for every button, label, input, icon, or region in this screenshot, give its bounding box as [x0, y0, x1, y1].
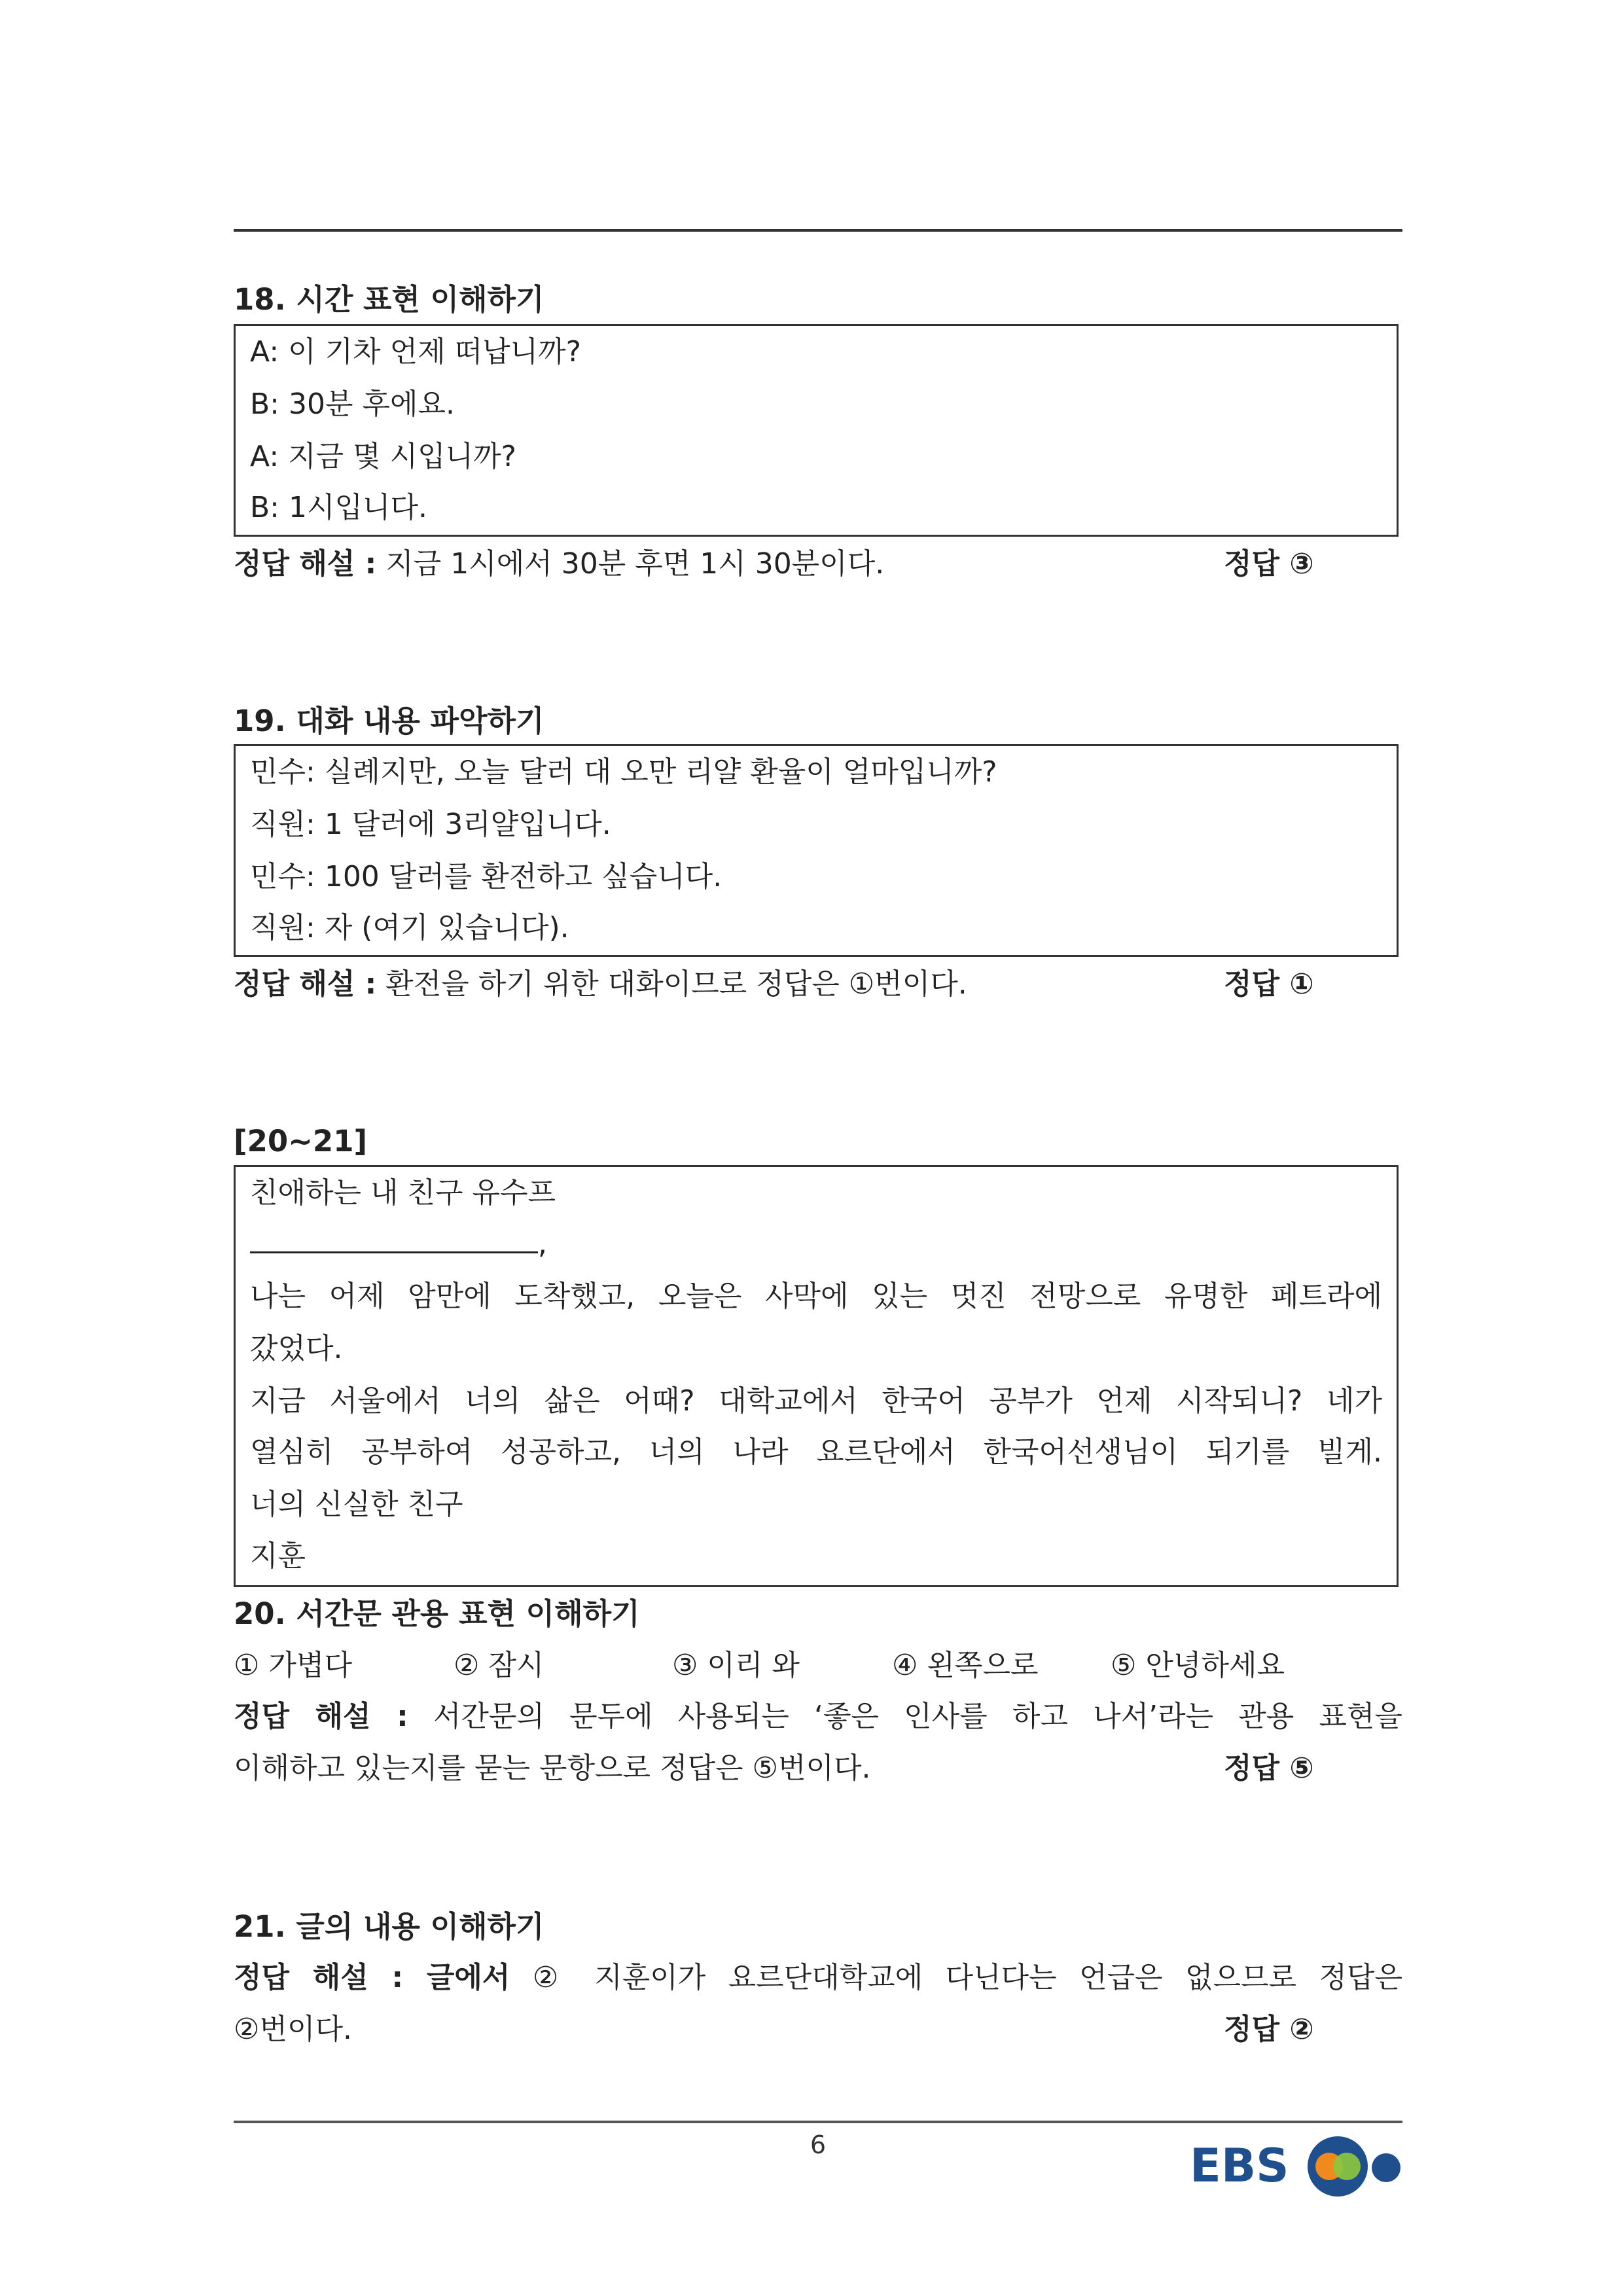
ebs-logo	[1190, 2126, 1406, 2198]
q19-explanation	[234, 965, 967, 1004]
page-number: 6	[810, 2130, 827, 2159]
q19-line-1: 민수: 실례지만, 오늘 달러 대 오만 리얄 환율이 얼마입니까?	[250, 755, 997, 789]
top-rule	[234, 229, 1402, 232]
q20-explanation-text-1: 서간문의 문두에 사용되는 ‘좋은 인사를 하고 나서’라는 관용 표현을	[433, 1700, 1403, 1733]
q18-line-2: B: 30분 후에요.	[250, 387, 455, 421]
letter-blank-comma: ,	[538, 1227, 547, 1261]
letter-line-4: 열심히 공부하여 성공하고, 너의 나라 요르단에서 한국어선생님이 되기를 빌게.	[250, 1435, 1382, 1469]
q18-explanation	[234, 545, 884, 584]
q20-choice-3: ③ 이리 와	[672, 1649, 800, 1682]
q18-explanation-label: 정답 해설 :	[234, 547, 377, 581]
q20-heading: 20. 서간문 관용 표현 이해하기	[234, 1596, 640, 1631]
q19-heading: 19. 대화 내용 파악하기	[234, 704, 544, 738]
q20-choice-5: ⑤ 안녕하세요	[1111, 1649, 1285, 1682]
q19-dialogue-box	[234, 744, 1399, 957]
q21-explanation-label: 정답 해설 : 글에서	[234, 1961, 510, 1994]
q21-heading: 21. 글의 내용 이해하기	[234, 1909, 544, 1944]
letter-line-3: 지금 서울에서 너의 삶은 어때? 대학교에서 한국어 공부가 언제 시작되니? 네가	[250, 1384, 1382, 1418]
letter-box	[234, 1165, 1399, 1587]
ebs-logo-green-dot	[1333, 2153, 1361, 2180]
ebs-logo-small-dot	[1372, 2153, 1400, 2182]
q20-explanation-line-1	[234, 1697, 1402, 1736]
q18-line-1: A: 이 기차 언제 떠납니까?	[250, 335, 581, 368]
q19-line-4: 직원: 자 (여기 있습니다).	[250, 911, 569, 944]
q20-choice-2: ② 잠시	[454, 1649, 544, 1682]
q20-choice-1: ① 가볍다	[234, 1649, 352, 1682]
passage-heading: [20~21]	[234, 1124, 368, 1158]
q21-explanation-line-2: ②번이다.	[234, 2013, 352, 2046]
letter-signature: 지훈	[250, 1539, 306, 1573]
ebs-logo-text: EBS	[1190, 2139, 1289, 2193]
letter-line-2: 갔었다.	[250, 1332, 343, 1365]
q21-explanation-text-1: ② 지훈이가 요르단대학교에 다닌다는 언급은 없으므로 정답은	[532, 1961, 1402, 1994]
bottom-rule	[234, 2121, 1402, 2123]
q20-answer: 정답 ⑤	[1224, 1751, 1314, 1785]
q18-line-3: A: 지금 몇 시입니까?	[250, 440, 516, 473]
q18-answer: 정답 ③	[1224, 547, 1314, 581]
letter-line-1: 나는 어제 암만에 도착했고, 오늘은 사막에 있는 멋진 전망으로 유명한 페트라에	[250, 1280, 1382, 1313]
q20-choice-4: ④ 왼쪽으로	[892, 1649, 1039, 1682]
q20-explanation-label: 정답 해설 :	[234, 1700, 408, 1733]
q18-heading: 18. 시간 표현 이해하기	[234, 282, 544, 317]
letter-greeting: 친애하는 내 친구 유수프	[250, 1176, 556, 1210]
q19-explanation-text: 환전을 하기 위한 대화이므로 정답은 ①번이다.	[385, 967, 967, 1001]
q18-line-4: B: 1시입니다.	[250, 491, 427, 524]
q19-explanation-label: 정답 해설 :	[234, 967, 377, 1001]
q21-answer: 정답 ②	[1224, 2013, 1314, 2046]
q18-dialogue-box	[234, 324, 1399, 537]
letter-blank-line	[250, 1225, 547, 1264]
q18-explanation-text: 지금 1시에서 30분 후면 1시 30분이다.	[385, 547, 885, 581]
q20-explanation-line-2: 이해하고 있는지를 묻는 문항으로 정답은 ⑤번이다.	[234, 1751, 871, 1785]
letter-blank	[250, 1229, 538, 1253]
q19-answer: 정답 ①	[1224, 967, 1314, 1001]
q21-explanation-line-1	[234, 1958, 1402, 1998]
q19-line-2: 직원: 1 달러에 3리얄입니다.	[250, 808, 611, 841]
letter-closing: 너의 신실한 친구	[250, 1488, 463, 1521]
q19-line-3: 민수: 100 달러를 환전하고 싶습니다.	[250, 860, 722, 893]
